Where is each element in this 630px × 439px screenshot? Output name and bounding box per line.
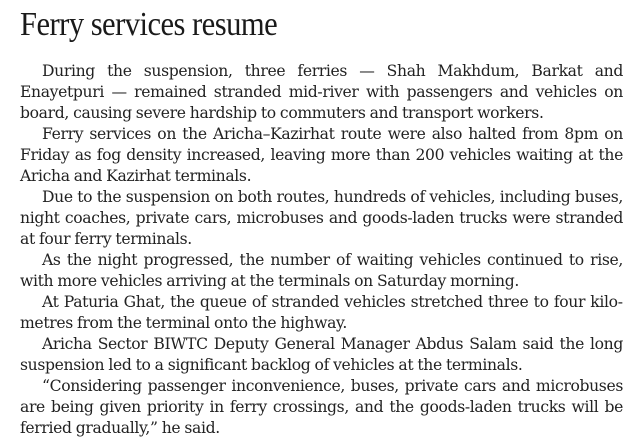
article-body (20, 61, 623, 439)
paragraph-7: “Considering passenger inconvenience, buses, private cars and microbuses are being given priority in ferry crossings, and the goods-laden trucks will be ferried gradually,” he said. (20, 377, 623, 437)
paragraph-6: Aricha Sector BIWTC Deputy General Manager Abdus Salam said the long suspension led to a significant backlog of vehicles at the terminals. (20, 335, 623, 374)
paragraph-5: At Paturia Ghat, the queue of stranded vehicles stretched three to four kilometres from the terminal onto the highway. (20, 293, 623, 332)
paragraph-3: Due to the suspension on both routes, hundreds of vehicles, including buses, night coaches, private cars, microbuses and goods-laden trucks were stranded at four ferry terminals. (20, 188, 623, 248)
headline: Ferry services resume (20, 6, 278, 43)
paragraph-2: Ferry services on the Aricha–Kazirhat route were also halted from 8pm on Friday as fog density increased, leaving more than 200 vehicles waiting at the Aricha and Kazirhat terminals. (20, 125, 623, 185)
paragraph-4: As the night progressed, the number of waiting vehicles continued to rise, with more vehicles arriving at the terminals on Saturday morning. (20, 251, 623, 290)
paragraph-1: During the suspension, three ferries — Shah Makhdum, Barkat and Enayetpuri — remained stranded mid-river with passengers and vehicles on board, causing severe hardship to commuters and transport workers. (20, 62, 623, 122)
